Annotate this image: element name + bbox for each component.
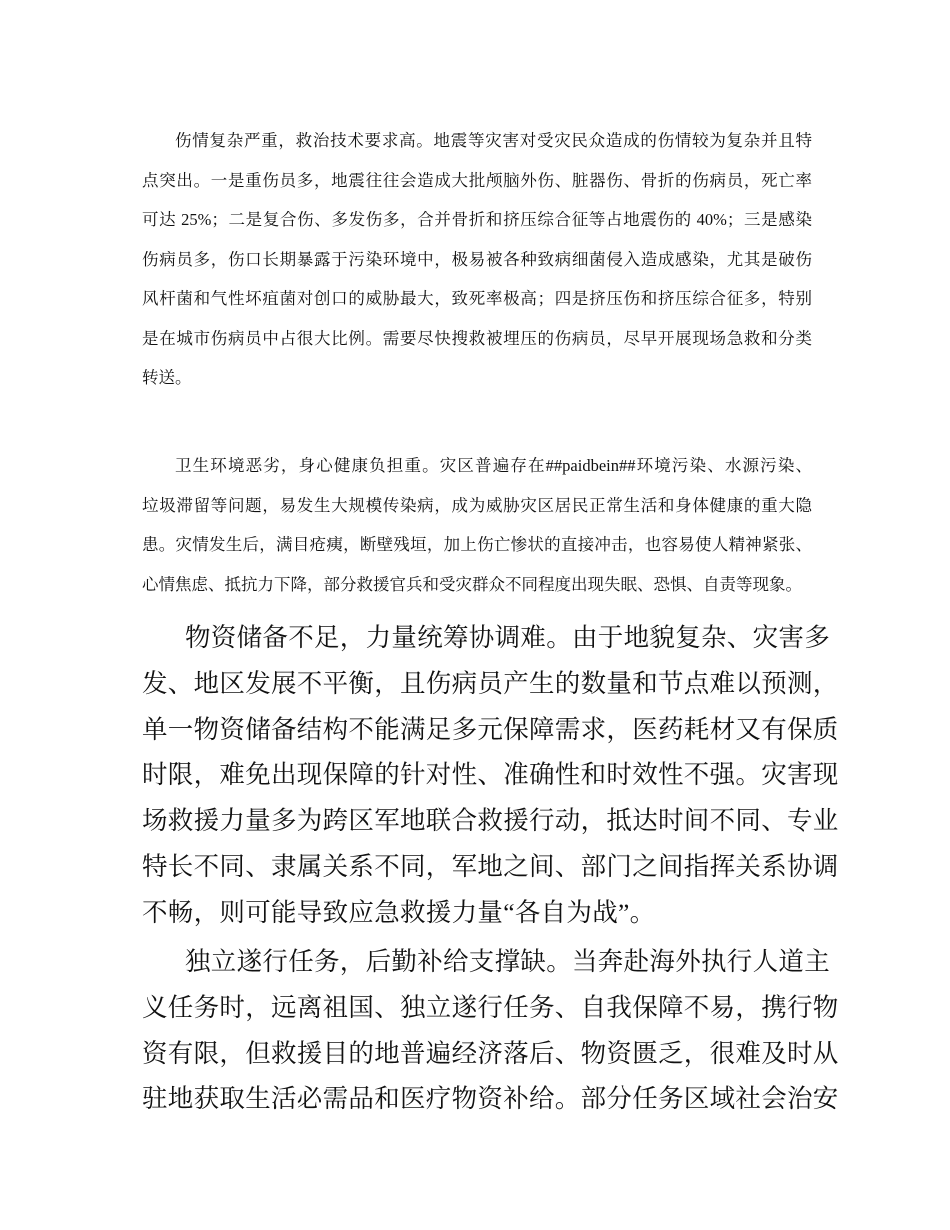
- text-line: 资有限，但救援目的地普遍经济落后、物资匮乏，很难及时从: [142, 1038, 839, 1068]
- text-line: 患。灾情发生后，满目疮痍，断壁残垣，加上伤亡惨状的直接冲击，也容易使人精神紧张、: [142, 535, 812, 554]
- text-line: 驻地获取生活必需品和医疗物资补给。部分任务区域社会治安: [142, 1084, 839, 1114]
- text-line: 不畅，则可能导致应急救援力量“各自为战”。: [142, 897, 656, 927]
- text-line: 伤情复杂严重，救治技术要求高。地震等灾害对受灾民众造成的伤情较为复杂并且特: [175, 131, 812, 150]
- text-line: 卫生环境恶劣，身心健康负担重。灾区普遍存在##paidbein##环境污染、水源污染、: [175, 456, 812, 475]
- text-line: 特长不同、隶属关系不同，军地之间、部门之间指挥关系协调: [142, 851, 839, 881]
- text-line: 转送。: [142, 368, 192, 387]
- text-line: 点突出。一是重伤员多，地震往往会造成大批颅脑外伤、脏器伤、骨折的伤病员，死亡率: [142, 170, 812, 190]
- paragraph-injury-complexity: [142, 121, 812, 398]
- text-line: 心情焦虑、抵抗力下降，部分救援官兵和受灾群众不同程度出现失眠、恐惧、自责等现象。: [142, 574, 802, 594]
- paragraph-supply-reserve: [142, 615, 839, 936]
- paragraph-independent-missions: [142, 939, 839, 1122]
- text-line: 时限，难免出现保障的针对性、准确性和时效性不强。灾害现: [142, 760, 839, 790]
- paragraph-sanitation: [142, 446, 812, 604]
- text-line: 独立遂行任务，后勤补给支撑缺。当奔赴海外执行人道主: [185, 947, 831, 976]
- text-line: 垃圾滞留等问题，易发生大规模传染病，成为威胁灾区居民正常生活和身体健康的重大隐: [142, 495, 812, 515]
- text-line: 场救援力量多为跨区军地联合救援行动，抵达时间不同、专业: [142, 806, 839, 836]
- text-line: 物资储备不足，力量统筹协调难。由于地貌复杂、灾害多: [185, 623, 831, 652]
- text-line: 发、地区发展不平衡，且伤病员产生的数量和节点难以预测，: [142, 668, 839, 698]
- text-line: 是在城市伤病员中占很大比例。需要尽快搜救被埋压的伤病员，尽早开展现场急救和分类: [142, 328, 812, 348]
- text-line: 伤病员多，伤口长期暴露于污染环境中，极易被各种致病细菌侵入造成感染，尤其是破伤: [142, 249, 812, 269]
- text-line: 单一物资储备结构不能满足多元保障需求，医药耗材又有保质: [142, 714, 839, 744]
- text-line: 可达 25%；二是复合伤、多发伤多，合并骨折和挤压综合征等占地震伤的 40%；三是感染: [142, 210, 812, 229]
- text-line: 风杆菌和气性坏疽菌对创口的威胁最大，致死率极高；四是挤压伤和挤压综合征多，特别: [142, 289, 812, 308]
- text-line: 义任务时，远离祖国、独立遂行任务、自我保障不易，携行物: [142, 992, 839, 1022]
